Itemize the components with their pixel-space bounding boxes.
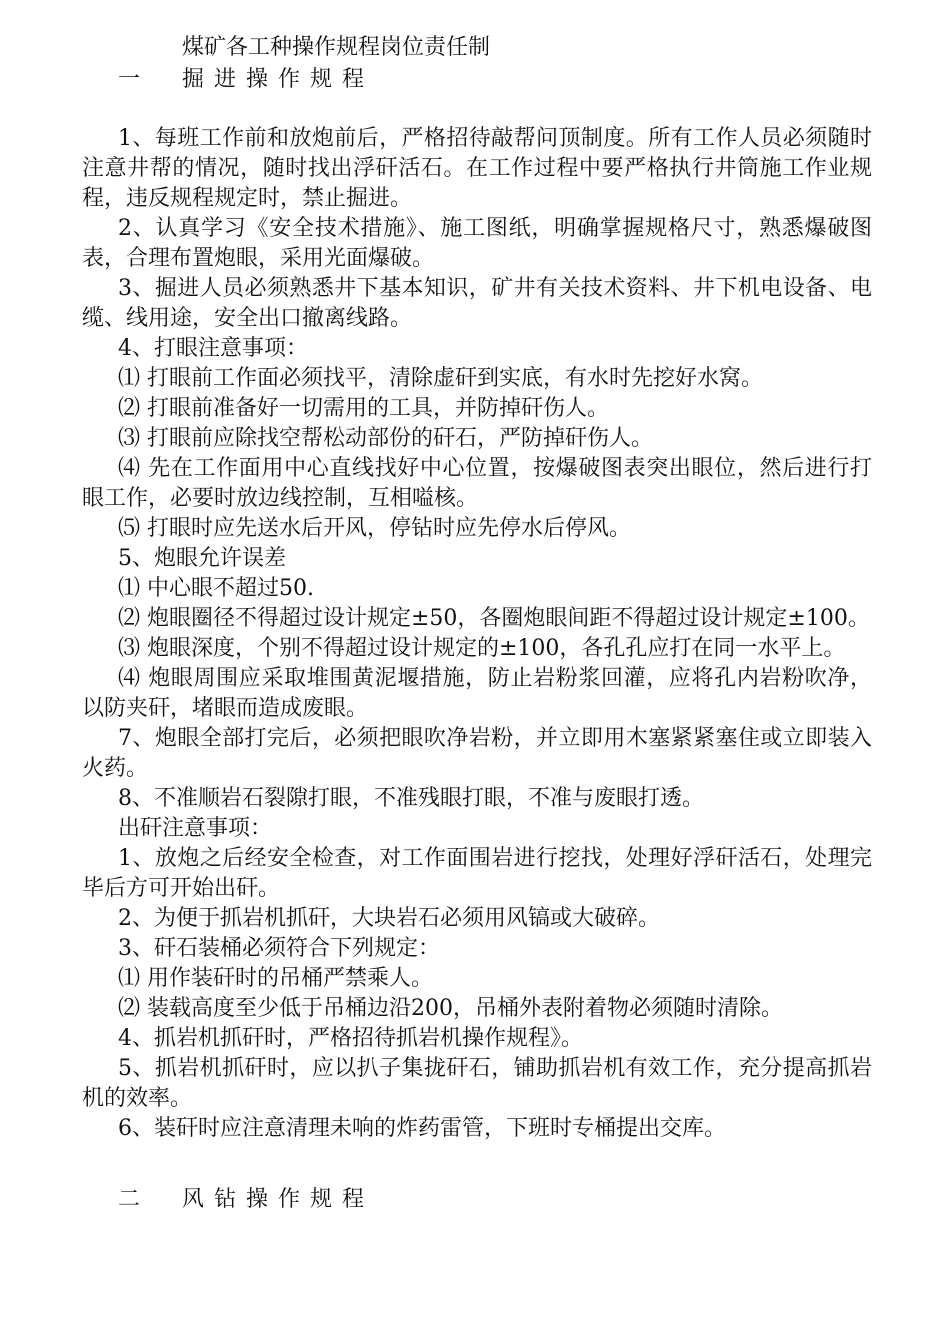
paragraph: ⑸ 打眼时应先送水后开风，停钻时应先停水后停风。 [118, 516, 631, 541]
paragraph: 4、打眼注意事项： [118, 336, 308, 361]
paragraph: ⑵ 装载高度至少低于吊桶边沿200，吊桶外表附着物必须随时清除。 [118, 996, 783, 1021]
subheading-paragraph: 出矸注意事项： [118, 816, 273, 841]
paragraph: 1、每班工作前和放炮前后，严格招待敲帮问顶制度。所有工作人员必须随时注意井帮的情况，随时找出浮矸活石。在工作过程中要严格执行井筒施工作业规程，违反规程规定时，禁止掘进。 [82, 126, 872, 211]
paragraph: ⑵ 打眼前准备好一切需用的工具，并防掉矸伤人。 [118, 396, 609, 421]
document-page [82, 32, 872, 1216]
section-heading-2: 二 风钻操作规程 [118, 1187, 375, 1212]
paragraph: 4、抓岩机抓矸时，严格招待抓岩机操作规程》。 [118, 1026, 583, 1051]
document-title: 煤矿各工种操作规程岗位责任制 [182, 35, 491, 60]
paragraph: 1、放炮之后经安全检查，对工作面围岩进行挖找，处理好浮矸活石，处理完毕后方可开始出矸。 [82, 846, 872, 901]
paragraph: ⑵ 炮眼圈径不得超过设计规定±50，各圈炮眼间距不得超过设计规定±100。 [118, 606, 870, 631]
paragraph: ⑴ 中心眼不超过50. [118, 576, 314, 601]
paragraph: 7、炮眼全部打完后，必须把眼吹净岩粉，并立即用木塞紧紧塞住或立即装入火药。 [82, 726, 872, 781]
blank-line [82, 96, 872, 124]
paragraph: 3、掘进人员必须熟悉井下基本知识，矿井有关技术资料、井下机电设备、电缆、线用途，安全出口撤离线路。 [82, 276, 872, 331]
paragraph: 5、抓岩机抓矸时，应以扒子集拢矸石，铺助抓岩机有效工作，充分提高抓岩机的效率。 [82, 1056, 872, 1111]
paragraph: 3、矸石装桶必须符合下列规定： [118, 936, 440, 961]
paragraph: ⑶ 打眼前应除找空帮松动部份的矸石，严防掉矸伤人。 [118, 426, 653, 451]
paragraph: ⑴ 打眼前工作面必须找平，清除虚矸到实底，有水时先挖好水窝。 [118, 366, 763, 391]
paragraph: ⑷ 炮眼周围应采取堆围黄泥堰措施，防止岩粉浆回灌，应将孔内岩粉吹净，以防夹矸，堵眼而造成废眼。 [82, 666, 872, 721]
paragraph: ⑷ 先在工作面用中心直线找好中心位置，按爆破图表突出眼位，然后进行打眼工作，必要时放边线控制，互相嗌核。 [82, 456, 872, 511]
paragraph: 2、为便于抓岩机抓矸，大块岩石必须用风镐或大破碎。 [118, 906, 660, 931]
paragraph: 5、炮眼允许误差 [118, 546, 286, 571]
paragraph: 8、不准顺岩石裂隙打眼，不准残眼打眼，不准与废眼打透。 [118, 786, 704, 811]
paragraph: ⑴ 用作装矸时的吊桶严禁乘人。 [118, 966, 433, 991]
section-heading-1: 一 掘进操作规程 [118, 67, 375, 92]
paragraph: ⑶ 炮眼深度，个别不得超过设计规定的±100，各孔孔应打在同一水平上。 [118, 636, 846, 661]
paragraph: 6、装矸时应注意清理未响的炸药雷管，下班时专桶提出交库。 [118, 1116, 726, 1141]
paragraph: 2、认真学习《安全技术措施》、施工图纸，明确掌握规格尺寸，熟悉爆破图表，合理布置炮眼，采用光面爆破。 [82, 216, 872, 271]
